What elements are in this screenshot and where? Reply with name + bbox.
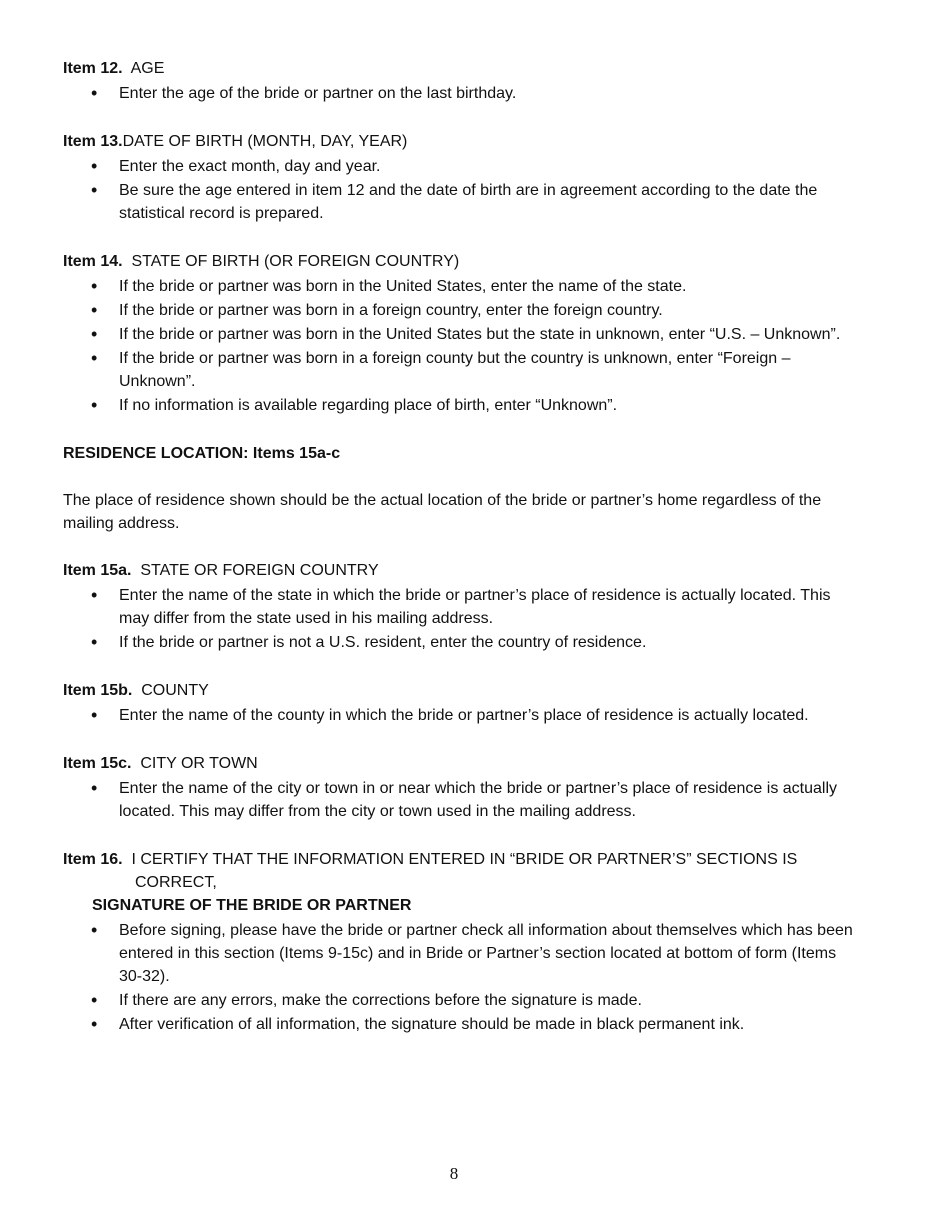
item-16-label: Item 16.	[63, 851, 123, 868]
item-16-bullet: • After verification of all information, the signature should be made in black permanent ink.	[63, 1013, 863, 1036]
item-16-heading	[63, 848, 863, 871]
item-15b-label: Item 15b.	[63, 682, 133, 699]
item-14-bullet: • If the bride or partner was born in the United States but the state in unknown, enter “U.S. – Unknown”.	[63, 323, 863, 346]
residence-location-heading: RESIDENCE LOCATION: Items 15a-c	[63, 445, 341, 462]
item-15c-label: Item 15c.	[63, 755, 132, 772]
item-15a-bullet: • If the bride or partner is not a U.S. resident, enter the country of residence.	[63, 631, 863, 654]
item-16-title-line1: I CERTIFY THAT THE INFORMATION ENTERED IN “BRIDE OR PARTNER’S” SECTIONS IS	[131, 851, 798, 868]
item-15c-title: CITY OR TOWN	[140, 755, 258, 772]
item-14-bullet: • If the bride or partner was born in a foreign country, enter the foreign country.	[63, 299, 863, 322]
document-page	[63, 57, 863, 1037]
item-12-bullets	[63, 82, 863, 105]
item-14-heading	[63, 250, 863, 273]
signature-heading: SIGNATURE OF THE BRIDE OR PARTNER	[92, 897, 412, 914]
item-14-title: STATE OF BIRTH (OR FOREIGN COUNTRY)	[131, 253, 460, 270]
item-12-section	[63, 57, 863, 105]
item-14-section	[63, 250, 863, 417]
item-13-label: Item 13.	[63, 133, 123, 150]
item-13-bullet: • Be sure the age entered in item 12 and the date of birth are in agreement according to the date the statistical record is prepared.	[63, 179, 863, 225]
item-15b-bullet: • Enter the name of the county in which the bride or partner’s place of residence is actually located.	[63, 704, 863, 727]
item-12-heading	[63, 57, 863, 80]
item-13-section	[63, 130, 863, 225]
item-16-bullets	[63, 919, 863, 1036]
item-12-title: AGE	[130, 60, 165, 77]
item-15b-heading	[63, 679, 863, 702]
item-16-bullet: • Before signing, please have the bride or partner check all information about themselves which has been entered in this section (Items 9-15c) and in Bride or Partner’s section located at bottom of form (Items 30-32).	[63, 919, 863, 988]
item-15a-label: Item 15a.	[63, 562, 132, 579]
item-15c-bullets	[63, 777, 863, 823]
item-15a-heading	[63, 559, 863, 582]
item-15a-title: STATE OR FOREIGN COUNTRY	[140, 562, 379, 579]
item-13-bullet: • Enter the exact month, day and year.	[63, 155, 863, 178]
item-15c-section	[63, 752, 863, 823]
item-12-bullet: • Enter the age of the bride or partner on the last birthday.	[63, 82, 863, 105]
item-13-title: DATE OF BIRTH (MONTH, DAY, YEAR)	[122, 133, 408, 150]
item-14-bullet: • If the bride or partner was born in the United States, enter the name of the state.	[63, 275, 863, 298]
item-16-section	[63, 848, 863, 1036]
item-15c-heading	[63, 752, 863, 775]
item-16-title-line2: CORRECT,	[135, 874, 217, 891]
item-15b-bullets	[63, 704, 863, 727]
item-13-bullets	[63, 155, 863, 225]
item-15a-bullet: • Enter the name of the state in which the bride or partner’s place of residence is actually located. This may differ from the state used in his mailing address.	[63, 584, 863, 630]
item-13-heading	[63, 130, 863, 153]
item-14-bullet: • If the bride or partner was born in a foreign county but the country is unknown, enter “Foreign – Unknown”.	[63, 347, 863, 393]
residence-paragraph: The place of residence shown should be the actual location of the bride or partner’s home regardless of the mailing address.	[63, 492, 822, 532]
item-14-label: Item 14.	[63, 253, 123, 270]
item-15a-bullets	[63, 584, 863, 654]
item-16-bullet: • If there are any errors, make the corrections before the signature is made.	[63, 989, 863, 1012]
item-14-bullets	[63, 275, 863, 417]
item-15b-section	[63, 679, 863, 727]
item-15a-section	[63, 559, 863, 654]
item-12-label: Item 12.	[63, 60, 123, 77]
item-15b-title: COUNTY	[141, 682, 209, 699]
page-number: 8	[449, 1164, 459, 1183]
item-15c-bullet: • Enter the name of the city or town in or near which the bride or partner’s place of residence is actually located. This may differ from the city or town used in the mailing address.	[63, 777, 863, 823]
item-14-bullet: • If no information is available regarding place of birth, enter “Unknown”.	[63, 394, 863, 417]
